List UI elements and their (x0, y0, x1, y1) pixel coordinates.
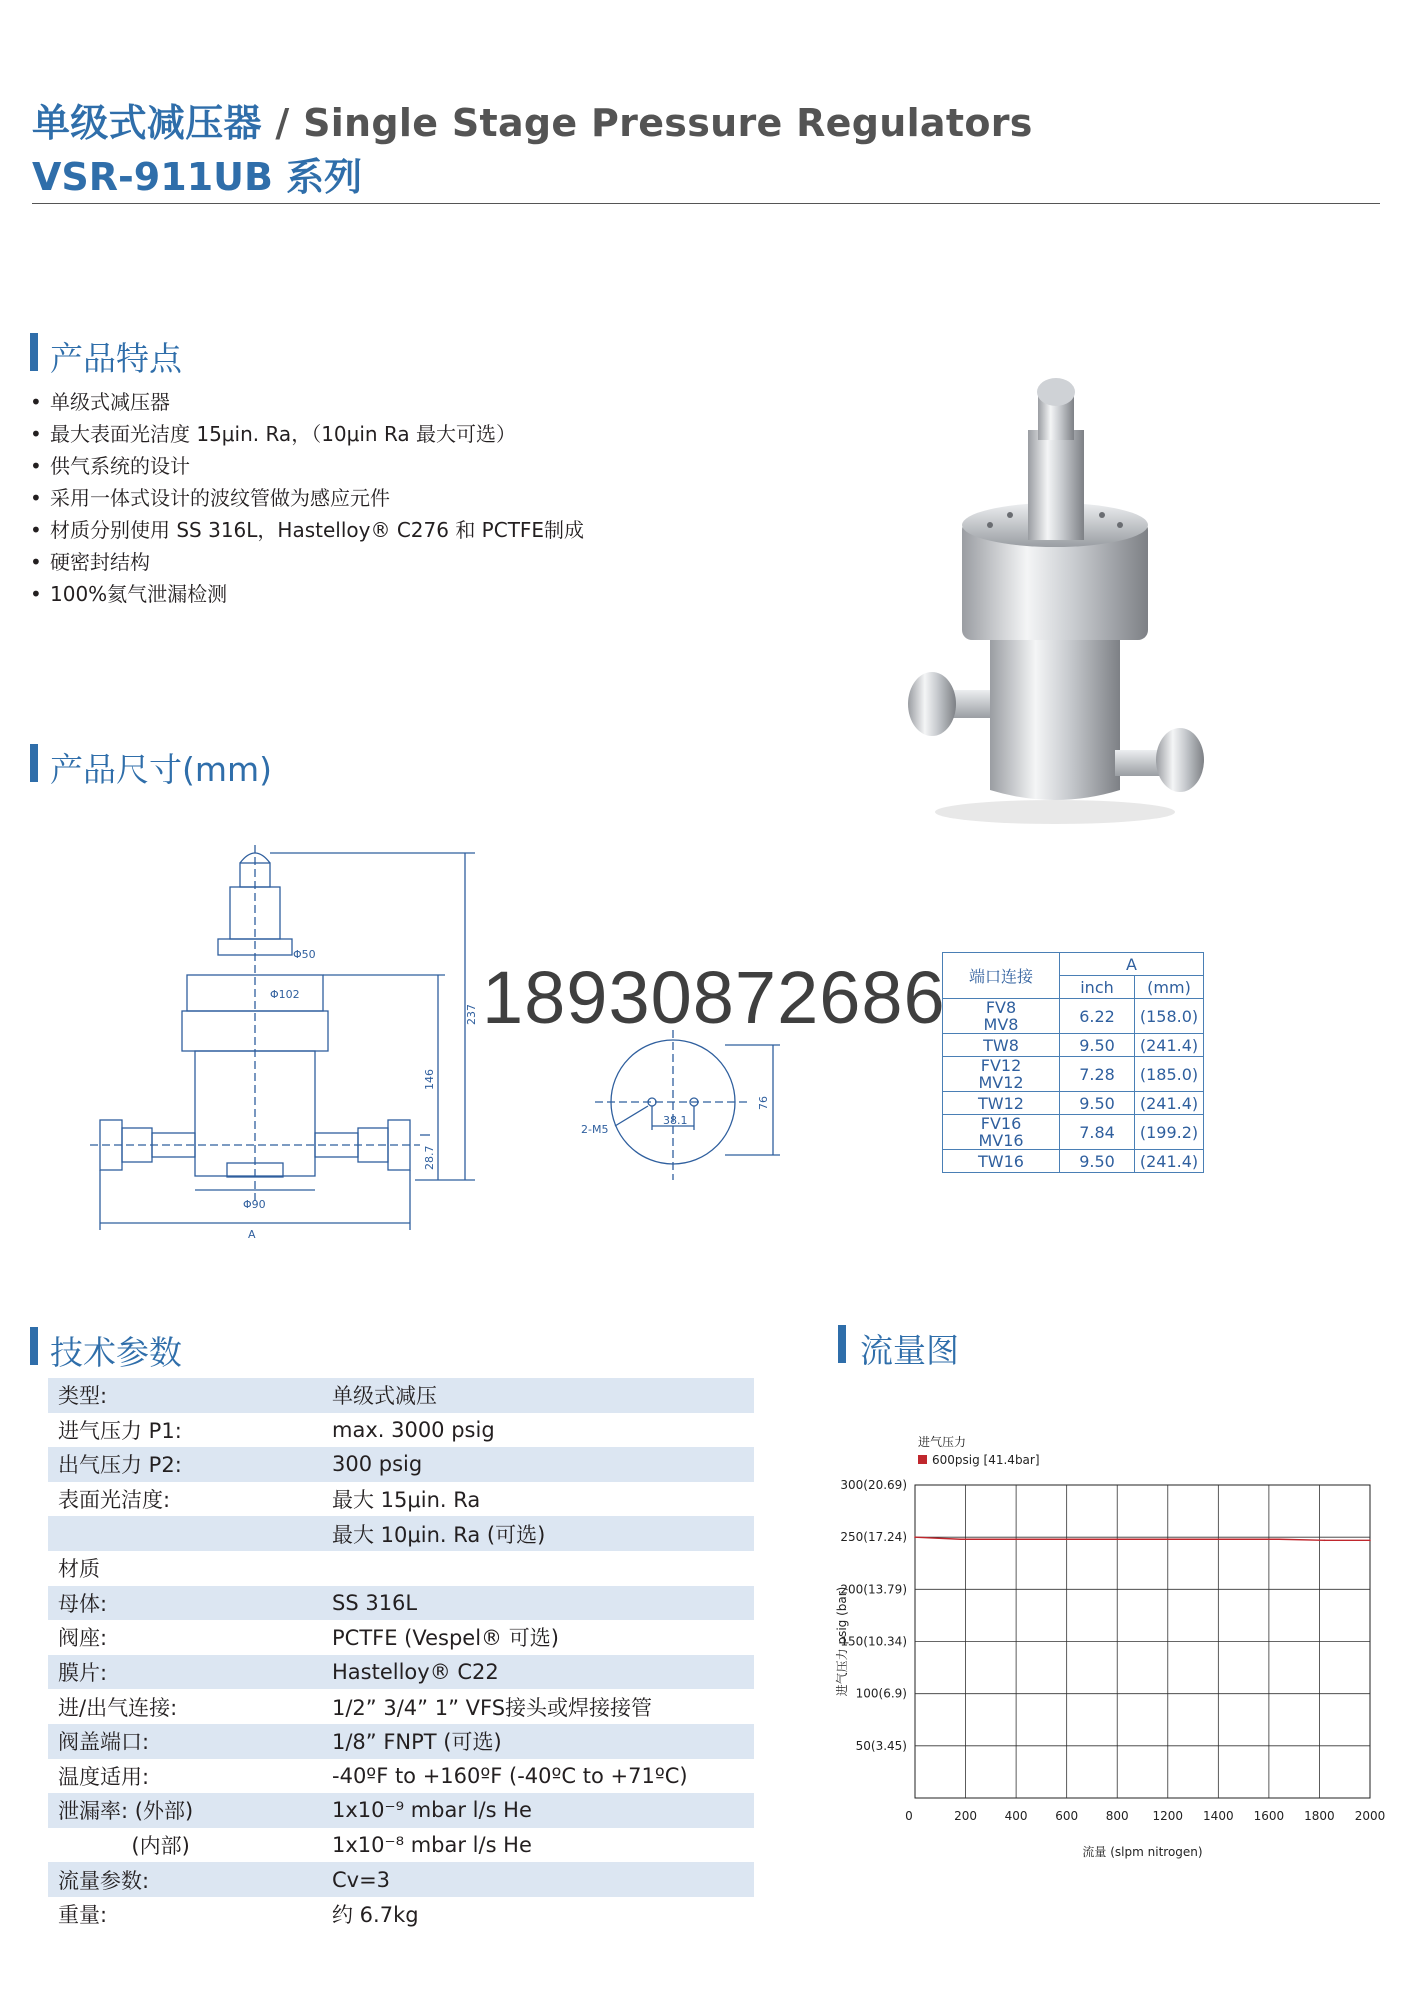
spec-key: 流量参数: (48, 1862, 322, 1897)
mm-value: (241.4) (1135, 1150, 1204, 1173)
spec-key: 温度适用: (58, 1764, 150, 1789)
product-photo (880, 370, 1240, 830)
mm-value: (158.0) (1135, 999, 1204, 1034)
dim-a: A (248, 1228, 256, 1241)
feature-item: • 材质分别使用 SS 316L，Hastelloy® C276 和 PCTFE制成 (30, 514, 584, 546)
spec-row (48, 1586, 754, 1621)
x-tick-label: 2000 (1354, 1809, 1386, 1823)
y-tick-label: 250(17.24) (840, 1530, 907, 1545)
spec-key: 表面光洁度: (58, 1488, 171, 1513)
x-tick-label: 1200 (1152, 1809, 1184, 1823)
data-point (914, 1536, 916, 1538)
mm-col-header: (mm) (1135, 976, 1204, 999)
spec-value: PCTFE (Vespel® 可选) (332, 1626, 559, 1651)
port-name: MV16 (978, 1131, 1024, 1150)
spec-table (48, 1378, 754, 1932)
spec-value: 最大 15μin. Ra (332, 1488, 481, 1513)
spec-row (48, 1620, 754, 1655)
spec-row (48, 1447, 754, 1482)
feature-item: • 供气系统的设计 (30, 450, 584, 482)
inch-value: 6.22 (1060, 999, 1135, 1034)
spec-row (48, 1689, 754, 1724)
port-name: TW12 (978, 1093, 1024, 1113)
data-point (1051, 1538, 1053, 1540)
series-title: VSR-911UB 系列 (32, 155, 363, 199)
features-heading: 产品特点 (50, 339, 182, 378)
feature-item: • 最大表面光洁度 15μin. Ra，（10μin Ra 最大可选） (30, 418, 584, 450)
spec-row (48, 1897, 754, 1932)
data-point (1324, 1539, 1326, 1541)
port-names (943, 1115, 1060, 1150)
dim-phi102: Φ102 (270, 988, 300, 1001)
section-marker (838, 1325, 846, 1363)
legend-label: 600psig [41.4bar] (932, 1453, 1040, 1467)
section-marker (30, 744, 38, 782)
dim-38-1: 38.1 (663, 1114, 688, 1127)
dimension-drawing (90, 845, 500, 1245)
mm-value: (185.0) (1135, 1057, 1204, 1092)
x-tick-label: 400 (1004, 1809, 1028, 1823)
data-point (1096, 1538, 1098, 1540)
x-tick-label: 1800 (1304, 1809, 1335, 1823)
x-axis-label: 流量 (slpm nitrogen) (1082, 1845, 1203, 1859)
spec-value: 1/8” FNPT (可选) (322, 1724, 754, 1759)
x-tick-label: 800 (1105, 1809, 1129, 1823)
x-tick-label: 1400 (1203, 1809, 1234, 1823)
spec-row (48, 1828, 754, 1863)
spec-row (48, 1551, 754, 1586)
spec-value: 300 psig (322, 1447, 754, 1482)
spec-value: 1x10⁻⁹ mbar l/s He (322, 1793, 754, 1828)
port-names (943, 999, 1060, 1034)
spec-key: 膜片: (48, 1655, 322, 1690)
spec-value: 1x10⁻⁸ mbar l/s He (332, 1833, 532, 1858)
dim-phi90: Φ90 (243, 1198, 266, 1211)
inch-value: 9.50 (1060, 1150, 1135, 1173)
dim-phi50: Φ50 (293, 948, 316, 961)
dim-237: 237 (465, 1004, 478, 1025)
spec-key: 阀盖端口: (48, 1724, 322, 1759)
spec-row (48, 1378, 754, 1413)
mm-value: (199.2) (1135, 1115, 1204, 1150)
dim-146: 146 (423, 1069, 436, 1090)
spec-value: 单级式减压 (322, 1378, 754, 1413)
spec-key: (内部) (58, 1834, 190, 1859)
port-name: TW16 (978, 1151, 1024, 1171)
data-point (1369, 1539, 1371, 1541)
port-names (943, 1034, 1060, 1057)
inch-value: 9.50 (1060, 1092, 1135, 1115)
title-cn: 单级式减压器 (32, 101, 262, 145)
spec-key: 阀座: (58, 1626, 108, 1651)
spec-key: 重量: (58, 1903, 108, 1928)
data-point (1142, 1538, 1144, 1540)
port-name: TW8 (983, 1035, 1019, 1055)
spec-key: 类型: (48, 1378, 322, 1413)
inch-value: 9.50 (1060, 1034, 1135, 1057)
watermark-phone: 18930872686 (482, 956, 946, 1039)
spec-value: Hastelloy® C22 (322, 1655, 754, 1690)
port-names (943, 1150, 1060, 1173)
data-point (1278, 1538, 1280, 1540)
dim-28-7: 28.7 (423, 1145, 436, 1170)
y-axis-label: 进气压力 psig (bar) (835, 1586, 849, 1697)
port-name: FV12 (980, 1056, 1022, 1075)
port-name: FV16 (980, 1114, 1022, 1133)
mm-value: (241.4) (1135, 1034, 1204, 1057)
spec-value: SS 316L (322, 1586, 754, 1621)
spec-row (48, 1516, 754, 1551)
spec-key: 泄漏率: (外部) (48, 1793, 322, 1828)
inch-value: 7.28 (1060, 1057, 1135, 1092)
port-name: MV12 (978, 1073, 1024, 1092)
spec-row (48, 1482, 754, 1517)
port-names (943, 1092, 1060, 1115)
dim-2-m5: 2-M5 (581, 1123, 609, 1136)
spec-value: 约 6.7kg (332, 1903, 419, 1928)
y-tick-label: 200(13.79) (840, 1582, 907, 1597)
features-list (30, 386, 584, 610)
title-separator: / (261, 101, 304, 145)
spec-value: Cv=3 (322, 1862, 754, 1897)
spec-key: 进气压力 P1: (58, 1418, 182, 1443)
data-point (1233, 1538, 1235, 1540)
x-tick-label: 600 (1055, 1809, 1079, 1823)
section-marker (30, 1327, 38, 1365)
spec-key (48, 1516, 322, 1551)
flow-chart (800, 1430, 1400, 1860)
spec-key: 进/出气连接: (58, 1695, 178, 1720)
spec-key: 母体: (48, 1586, 322, 1621)
mm-value: (241.4) (1135, 1092, 1204, 1115)
spec-key: 材质 (58, 1557, 100, 1582)
x-tick-label: 200 (954, 1809, 978, 1823)
data-point (1187, 1538, 1189, 1540)
spec-row (48, 1759, 754, 1794)
spec-row (48, 1793, 754, 1828)
port-dimension-table (942, 952, 1204, 1173)
bottom-view-drawing (575, 1030, 795, 1200)
spec-key: 出气压力 P2: (48, 1447, 322, 1482)
inch-value: 7.84 (1060, 1115, 1135, 1150)
data-point (1005, 1538, 1007, 1540)
feature-item: • 硬密封结构 (30, 546, 584, 578)
spec-value: max. 3000 psig (332, 1417, 495, 1442)
spec-value: -40ºF to +160ºF (-40ºC to +71ºC) (332, 1763, 688, 1788)
feature-item: • 单级式减压器 (30, 386, 584, 418)
port-names (943, 1057, 1060, 1092)
legend-swatch (918, 1455, 927, 1464)
dim-76: 76 (757, 1096, 770, 1110)
spec-row (48, 1413, 754, 1448)
port-name: MV8 (983, 1015, 1019, 1034)
y-tick-label: 100(6.9) (855, 1686, 907, 1701)
y-tick-label: 150(10.34) (840, 1634, 907, 1649)
page-title (32, 92, 1033, 147)
header-divider (32, 203, 1380, 204)
port-col-header: 端口连接 (943, 953, 1060, 999)
y-tick-label: 300(20.69) (840, 1478, 907, 1492)
spec-value: 最大 10μin. Ra (可选) (322, 1516, 754, 1551)
spec-row (48, 1655, 754, 1690)
spec-row (48, 1862, 754, 1897)
feature-item: • 采用一体式设计的波纹管做为感应元件 (30, 482, 584, 514)
y-tick-label: 50(3.45) (855, 1738, 907, 1753)
legend-title: 进气压力 (918, 1435, 967, 1449)
data-point (960, 1538, 962, 1540)
port-name: FV8 (985, 998, 1017, 1017)
a-col-header: A (1060, 953, 1204, 976)
spec-value (322, 1551, 754, 1586)
x-tick-label: 0 (905, 1809, 913, 1823)
flow-heading: 流量图 (860, 1331, 959, 1370)
feature-item: • 100%氦气泄漏检测 (30, 578, 584, 610)
inch-col-header: inch (1060, 976, 1135, 999)
section-marker (30, 333, 38, 371)
specs-heading: 技术参数 (50, 1333, 182, 1372)
dimensions-heading: 产品尺寸(mm) (50, 750, 273, 789)
spec-value: 1/2” 3/4” 1” VFS接头或焊接接管 (332, 1695, 653, 1720)
x-tick-label: 1600 (1253, 1809, 1285, 1823)
title-en: Single Stage Pressure Regulators (303, 101, 1033, 145)
spec-row (48, 1724, 754, 1759)
